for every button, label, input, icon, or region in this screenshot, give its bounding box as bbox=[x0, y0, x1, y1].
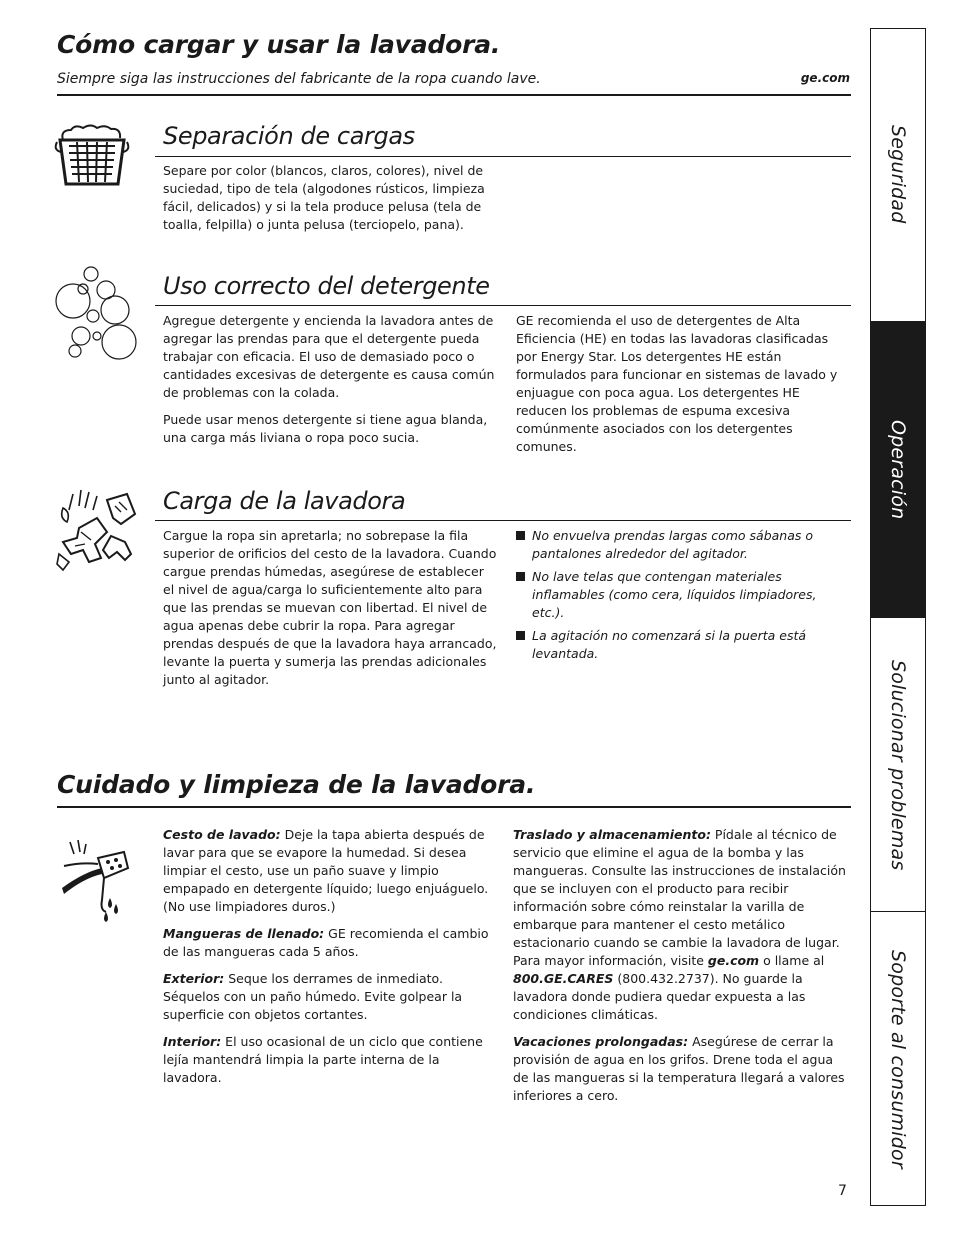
detergent-right-text bbox=[516, 312, 850, 465]
loading-bullet: No envuelva prendas largas como sábanas o pantalones alrededor del agitador. bbox=[516, 527, 852, 563]
tab-troubleshooting-label: Solucionar problemas bbox=[887, 659, 909, 871]
care-interior-paragraph bbox=[163, 1033, 501, 1087]
page-title: Cómo cargar y usar la lavadora. bbox=[57, 30, 501, 59]
page-number: 7 bbox=[838, 1183, 847, 1199]
loading-text: Cargue la ropa sin apretarla; no sobrepase la fila superior de orificios del cesto de la lavadora. Cuando cargue prendas húmedas, asegúrese de establecer el nivel de agua/carga lo suficientemente alto para que las prendas se muevan con libertad. El nivel de agua apenas debe cubrir la ropa. Para agregar prendas después de que la lavadora haya arrancado, levante la puerta y sumerja las prendas adicionales junto al agitador. bbox=[163, 528, 497, 687]
care-vacation-paragraph bbox=[513, 1033, 851, 1105]
detergent-left-p1: Agregue detergente y encienda la lavadora antes de agregar las prendas para que el detergente pueda trabajar con eficacia. El uso de demasiado poco o cantidades excesivas de detergente es causa común de problemas con la colada. bbox=[163, 313, 495, 400]
care-interior-text: El uso ocasional de un ciclo que contiene lejía mantendrá limpia la parte interna de la lavadora. bbox=[163, 1034, 483, 1085]
tab-operation[interactable] bbox=[870, 321, 926, 618]
tab-troubleshooting[interactable] bbox=[870, 618, 926, 912]
loading-bullets bbox=[516, 527, 852, 668]
care-moving-text-3: (800.432.2737). No guarde la lavadora donde pudiera quedar expuesta a las condiciones climáticas. bbox=[513, 971, 806, 1022]
care-exterior-paragraph bbox=[163, 970, 501, 1024]
detergent-right-p1: GE recomienda el uso de detergentes de Alta Eficiencia (HE) en todas las lavadoras clasificadas por Energy Star. Los detergentes HE están formulados para funcionar en sistemas de lavado y enjuague con poca agua. Los detergentes HE reducen los problemas de espuma excesiva comúnmente asociados con los detergentes comunes. bbox=[516, 313, 838, 454]
site-link[interactable]: ge.com bbox=[800, 71, 850, 85]
laundry-basket-icon bbox=[57, 122, 127, 188]
detergent-left-p2: Puede usar menos detergente si tiene agua blanda, una carga más liviana o ropa poco sucia. bbox=[163, 412, 488, 445]
detergent-left-text bbox=[163, 312, 498, 456]
tab-safety-label: Seguridad bbox=[887, 125, 909, 224]
loading-rule bbox=[155, 520, 851, 521]
care-exterior-label: Exterior: bbox=[163, 971, 225, 986]
header-rule bbox=[57, 94, 851, 96]
tab-support-label: Soporte al consumidor bbox=[887, 949, 909, 1169]
care-exterior-text: Seque los derrames de inmediato. Séquelos con un paño húmedo. Evite golpear la superficie con objetos cortantes. bbox=[163, 971, 463, 1022]
loading-bullet: No lave telas que contengan materiales inflamables (como cera, líquidos limpiadores, etc.). bbox=[516, 568, 852, 622]
care-basket-text: Deje la tapa abierta después de lavar para que se evapore la humedad. Si desea limpiar el cesto, use un paño suave y limpio empapado en detergente líquido; luego enjuáguelo. (No use limpiadores duros.) bbox=[163, 827, 489, 914]
care-title: Cuidado y limpieza de la lavadora. bbox=[57, 770, 536, 799]
care-interior-label: Interior: bbox=[163, 1034, 222, 1049]
sorting-text: Separe por color (blancos, claros, colores), nivel de suciedad, tipo de tela (algodones rústicos, limpieza fácil, delicados) y si la tela produce pelusa (tela de toalla, felpilla) o junta pelusa (terciopelo, pana). bbox=[163, 163, 485, 232]
care-moving-text-2: o llame al bbox=[759, 953, 825, 968]
tab-operation-label: Operación bbox=[887, 419, 909, 520]
sorting-title: Separación de cargas bbox=[163, 122, 415, 150]
loading-title: Carga de la lavadora bbox=[163, 487, 406, 515]
tab-safety[interactable] bbox=[870, 28, 926, 321]
care-rule bbox=[57, 806, 851, 808]
care-left-text bbox=[163, 826, 501, 1096]
care-hoses-label: Mangueras de llenado: bbox=[163, 926, 325, 941]
care-right-text bbox=[513, 826, 851, 1114]
detergent-rule bbox=[155, 305, 851, 306]
loading-bullet: La agitación no comenzará si la puerta está levantada. bbox=[516, 627, 852, 663]
care-moving-text-1: Pídale al técnico de servicio que elimine el agua de la bomba y las mangueras. Consulte las instrucciones de instalación que se incluyen con el producto para recibir información sobre cómo reinstalar la varilla de embarque para mantener el cesto metálico estacionario cuando se cambie la lavadora de lugar. Para mayor información, visite bbox=[513, 827, 846, 968]
care-hoses-text: GE recomienda el cambio de las mangueras cada 5 años. bbox=[163, 926, 489, 959]
care-hoses-paragraph bbox=[163, 925, 501, 961]
detergent-title: Uso correcto del detergente bbox=[163, 272, 490, 300]
care-moving-phone: 800.GE.CARES bbox=[513, 971, 614, 986]
bubbles-icon bbox=[55, 266, 139, 360]
care-basket-label: Cesto de lavado: bbox=[163, 827, 281, 842]
sorting-rule bbox=[155, 156, 851, 157]
tab-support[interactable] bbox=[870, 912, 926, 1206]
clothes-icon bbox=[55, 488, 141, 572]
care-vacation-label: Vacaciones prolongadas: bbox=[513, 1034, 689, 1049]
page-subtitle: Siempre siga las instrucciones del fabricante de la ropa cuando lave. bbox=[57, 71, 541, 87]
care-moving-label: Traslado y almacenamiento: bbox=[513, 827, 711, 842]
care-moving-paragraph bbox=[513, 826, 851, 1024]
care-vacation-text: Asegúrese de cerrar la provisión de agua en los grifos. Drene toda el agua de las mangueras si la temperatura llegará a valores inferiores a cero. bbox=[513, 1034, 845, 1103]
care-basket-paragraph bbox=[163, 826, 501, 916]
care-moving-site-link[interactable]: ge.com bbox=[707, 953, 760, 968]
sponge-cleaning-icon bbox=[62, 838, 132, 922]
